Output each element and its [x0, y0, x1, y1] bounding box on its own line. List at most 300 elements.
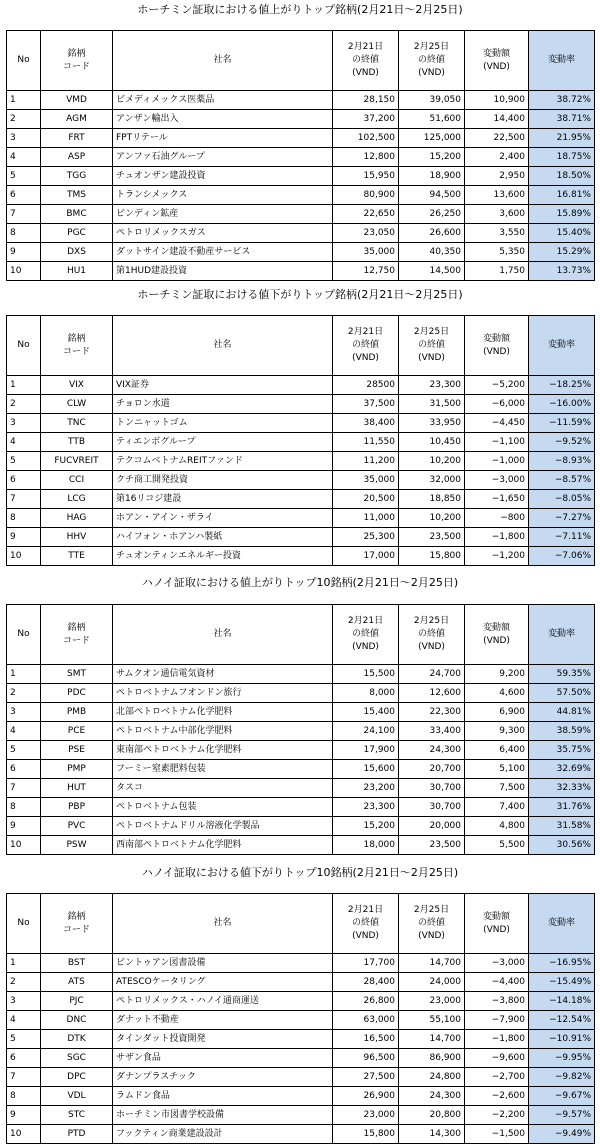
company-name: FPTリテール [113, 129, 333, 148]
change-amount: −2,200 [465, 1106, 529, 1125]
stock-code: VIX [41, 376, 113, 395]
row-no: 3 [7, 414, 41, 433]
change-rate: −15.49% [529, 973, 595, 992]
close-feb21: 28,400 [333, 973, 399, 992]
close-feb25: 94,500 [399, 186, 465, 205]
change-rate: 32.33% [529, 779, 595, 798]
change-rate: 30.56% [529, 836, 595, 855]
close-feb25: 14,700 [399, 954, 465, 973]
close-feb25: 20,000 [399, 817, 465, 836]
company-name: ハイフォン・ホアンハ製紙 [113, 528, 333, 547]
row-no: 4 [7, 1011, 41, 1030]
close-feb21: 15,500 [333, 665, 399, 684]
close-feb21: 17,900 [333, 741, 399, 760]
company-name: 西南部ペトロベトナム化学肥料 [113, 836, 333, 855]
stock-code: FUCVREIT [41, 452, 113, 471]
close-feb25: 39,050 [399, 91, 465, 110]
stock-code: VMD [41, 91, 113, 110]
change-rate: 38.59% [529, 722, 595, 741]
change-rate: −11.59% [529, 414, 595, 433]
close-feb25: 10,200 [399, 509, 465, 528]
close-feb21: 26,900 [333, 1087, 399, 1106]
table-title: ハノイ証取における値下がりトップ10銘柄(2月21日～2月25日) [141, 866, 459, 879]
change-rate: −8.93% [529, 452, 595, 471]
change-amount: 13,600 [465, 186, 529, 205]
row-no: 4 [7, 148, 41, 167]
change-rate: −9.57% [529, 1106, 595, 1125]
close-feb25: 15,800 [399, 547, 465, 566]
header-close-feb21: 2月21日 の終値 (VND) [333, 605, 399, 665]
change-amount: 6,900 [465, 703, 529, 722]
row-no: 9 [7, 243, 41, 262]
company-name: 第16リコジ建設 [113, 490, 333, 509]
change-rate: −8.05% [529, 490, 595, 509]
header-name: 社名 [113, 605, 333, 665]
close-feb21: 23,300 [333, 798, 399, 817]
close-feb25: 23,000 [399, 992, 465, 1011]
table-row [7, 376, 595, 395]
hcm-losers-table-wrap [6, 315, 594, 566]
close-feb21: 17,000 [333, 547, 399, 566]
company-name: ペトロリメックス・ハノイ通商運送 [113, 992, 333, 1011]
table-row [7, 973, 595, 992]
header-name: 社名 [113, 316, 333, 376]
header-close-feb25: 2月25日 の終値 (VND) [399, 316, 465, 376]
close-feb25: 14,500 [399, 262, 465, 281]
table-row [7, 110, 595, 129]
change-rate: −9.95% [529, 1049, 595, 1068]
company-name: アンファ石油グループ [113, 148, 333, 167]
close-feb21: 23,050 [333, 224, 399, 243]
row-no: 7 [7, 205, 41, 224]
change-amount: 2,950 [465, 167, 529, 186]
change-amount: 7,400 [465, 798, 529, 817]
close-feb21: 23,200 [333, 779, 399, 798]
close-feb21: 20,500 [333, 490, 399, 509]
stock-code: ASP [41, 148, 113, 167]
header-no: No [7, 316, 41, 376]
company-name: トランシメックス [113, 186, 333, 205]
row-no: 10 [7, 1125, 41, 1144]
stock-code: PSE [41, 741, 113, 760]
change-amount: 7,500 [465, 779, 529, 798]
stock-code: PGC [41, 224, 113, 243]
change-rate: 59.35% [529, 665, 595, 684]
company-name: ペトロベトナム中部化学肥料 [113, 722, 333, 741]
stock-code: CLW [41, 395, 113, 414]
change-amount: 5,500 [465, 836, 529, 855]
row-no: 10 [7, 262, 41, 281]
header-name: 社名 [113, 31, 333, 91]
stock-code: TGG [41, 167, 113, 186]
table-row [7, 414, 595, 433]
header-rate: 変動率 [529, 605, 595, 665]
close-feb25: 10,200 [399, 452, 465, 471]
change-amount: −9,600 [465, 1049, 529, 1068]
table-row [7, 186, 595, 205]
close-feb25: 12,600 [399, 684, 465, 703]
table-row [7, 798, 595, 817]
change-rate: −16.00% [529, 395, 595, 414]
table-row [7, 547, 595, 566]
stock-code: PBP [41, 798, 113, 817]
change-amount: 9,300 [465, 722, 529, 741]
stock-code: DTK [41, 1030, 113, 1049]
table-row [7, 452, 595, 471]
change-rate: 31.58% [529, 817, 595, 836]
change-rate: 31.76% [529, 798, 595, 817]
header-code: 銘柄 コード [41, 605, 113, 665]
hnx-gainers-table [6, 604, 595, 855]
company-name: アンザン輸出入 [113, 110, 333, 129]
change-amount: 2,400 [465, 148, 529, 167]
company-name: ペトロリメックスガス [113, 224, 333, 243]
close-feb25: 15,200 [399, 148, 465, 167]
company-name: トンニャットゴム [113, 414, 333, 433]
header-close-feb25: 2月25日 の終値 (VND) [399, 31, 465, 91]
change-rate: 38.71% [529, 110, 595, 129]
company-name: ラムドン食品 [113, 1087, 333, 1106]
table-row [7, 167, 595, 186]
table-row [7, 1011, 595, 1030]
change-amount: −2,600 [465, 1087, 529, 1106]
close-feb25: 26,250 [399, 205, 465, 224]
header-change: 変動額 (VND) [465, 31, 529, 91]
stock-code: FRT [41, 129, 113, 148]
close-feb21: 35,000 [333, 471, 399, 490]
stock-code: TMS [41, 186, 113, 205]
change-rate: 57.50% [529, 684, 595, 703]
stock-code: TTE [41, 547, 113, 566]
change-amount: 3,600 [465, 205, 529, 224]
table-row [7, 1049, 595, 1068]
change-amount: −800 [465, 509, 529, 528]
close-feb25: 86,900 [399, 1049, 465, 1068]
close-feb21: 12,750 [333, 262, 399, 281]
table-row [7, 703, 595, 722]
change-amount: 5,100 [465, 760, 529, 779]
company-name: ダットサイン建設不動産サービス [113, 243, 333, 262]
row-no: 9 [7, 528, 41, 547]
close-feb25: 24,800 [399, 1068, 465, 1087]
stock-code: BST [41, 954, 113, 973]
close-feb25: 30,700 [399, 798, 465, 817]
company-name: ティエンボグループ [113, 433, 333, 452]
close-feb21: 63,000 [333, 1011, 399, 1030]
change-amount: −3,800 [465, 992, 529, 1011]
hcm-losers-table [6, 315, 595, 566]
change-amount: −3,000 [465, 471, 529, 490]
close-feb21: 37,500 [333, 395, 399, 414]
stock-code: TTB [41, 433, 113, 452]
row-no: 7 [7, 1068, 41, 1087]
close-feb21: 28,150 [333, 91, 399, 110]
stock-code: SMT [41, 665, 113, 684]
company-name: ダナンプラスチック [113, 1068, 333, 1087]
change-amount: −1,100 [465, 433, 529, 452]
close-feb25: 18,900 [399, 167, 465, 186]
close-feb21: 15,600 [333, 760, 399, 779]
stock-code: STC [41, 1106, 113, 1125]
header-change: 変動額 (VND) [465, 894, 529, 954]
header-no: No [7, 605, 41, 665]
table-row [7, 836, 595, 855]
row-no: 1 [7, 665, 41, 684]
company-name: チュオンティンエネルギー投資 [113, 547, 333, 566]
header-code: 銘柄 コード [41, 31, 113, 91]
close-feb21: 23,000 [333, 1106, 399, 1125]
close-feb21: 15,200 [333, 817, 399, 836]
company-name: ペトロベトナムフオンドン旅行 [113, 684, 333, 703]
stock-code: PVC [41, 817, 113, 836]
close-feb21: 12,800 [333, 148, 399, 167]
close-feb25: 26,600 [399, 224, 465, 243]
close-feb25: 51,600 [399, 110, 465, 129]
change-rate: 18.50% [529, 167, 595, 186]
company-name: サムクオン通信電気資材 [113, 665, 333, 684]
close-feb25: 32,000 [399, 471, 465, 490]
stock-code: PSW [41, 836, 113, 855]
stock-code: SGC [41, 1049, 113, 1068]
close-feb25: 24,300 [399, 741, 465, 760]
table-row [7, 395, 595, 414]
close-feb25: 10,450 [399, 433, 465, 452]
table-row [7, 954, 595, 973]
header-name: 社名 [113, 894, 333, 954]
company-name: タスコ [113, 779, 333, 798]
table-row [7, 129, 595, 148]
change-rate: −8.57% [529, 471, 595, 490]
close-feb21: 102,500 [333, 129, 399, 148]
close-feb21: 24,100 [333, 722, 399, 741]
row-no: 1 [7, 376, 41, 395]
row-no: 7 [7, 490, 41, 509]
change-amount: −6,000 [465, 395, 529, 414]
hcm-gainers-table-wrap [6, 30, 594, 281]
stock-code: TNC [41, 414, 113, 433]
table-row [7, 1106, 595, 1125]
company-name: 北部ペトロベトナム化学肥料 [113, 703, 333, 722]
header-row [7, 316, 595, 376]
close-feb25: 40,350 [399, 243, 465, 262]
stock-code: BMC [41, 205, 113, 224]
header-rate: 変動率 [529, 316, 595, 376]
close-feb21: 35,000 [333, 243, 399, 262]
table-row [7, 205, 595, 224]
change-rate: −16.95% [529, 954, 595, 973]
close-feb21: 37,200 [333, 110, 399, 129]
change-amount: 4,600 [465, 684, 529, 703]
change-amount: −1,200 [465, 547, 529, 566]
stock-code: VDL [41, 1087, 113, 1106]
header-rate: 変動率 [529, 31, 595, 91]
stock-code: HU1 [41, 262, 113, 281]
close-feb21: 15,400 [333, 703, 399, 722]
row-no: 5 [7, 167, 41, 186]
company-name: タインダット投資開発 [113, 1030, 333, 1049]
header-close-feb21: 2月21日 の終値 (VND) [333, 31, 399, 91]
table-row [7, 1068, 595, 1087]
hcm-gainers-table [6, 30, 595, 281]
change-rate: −12.54% [529, 1011, 595, 1030]
row-no: 2 [7, 110, 41, 129]
hnx-losers-table-wrap [6, 893, 594, 1144]
table-row [7, 760, 595, 779]
header-change: 変動額 (VND) [465, 316, 529, 376]
header-no: No [7, 894, 41, 954]
header-close-feb21: 2月21日 の終値 (VND) [333, 316, 399, 376]
close-feb25: 20,700 [399, 760, 465, 779]
close-feb21: 22,650 [333, 205, 399, 224]
close-feb21: 18,000 [333, 836, 399, 855]
table-row [7, 224, 595, 243]
close-feb25: 24,700 [399, 665, 465, 684]
header-code: 銘柄 コード [41, 316, 113, 376]
table-row [7, 1030, 595, 1049]
change-rate: −9.82% [529, 1068, 595, 1087]
close-feb25: 20,800 [399, 1106, 465, 1125]
close-feb21: 38,400 [333, 414, 399, 433]
row-no: 6 [7, 471, 41, 490]
change-amount: 6,400 [465, 741, 529, 760]
company-name: ビントゥアン図書設備 [113, 954, 333, 973]
table-row [7, 148, 595, 167]
close-feb25: 14,300 [399, 1125, 465, 1144]
table-row [7, 1087, 595, 1106]
change-rate: −7.11% [529, 528, 595, 547]
change-rate: 15.40% [529, 224, 595, 243]
change-amount: 4,800 [465, 817, 529, 836]
close-feb21: 28500 [333, 376, 399, 395]
change-amount: 14,400 [465, 110, 529, 129]
close-feb25: 24,000 [399, 973, 465, 992]
header-rate: 変動率 [529, 894, 595, 954]
row-no: 6 [7, 186, 41, 205]
table-row [7, 817, 595, 836]
table-row [7, 262, 595, 281]
stock-code: DPC [41, 1068, 113, 1087]
table-row [7, 471, 595, 490]
row-no: 6 [7, 1049, 41, 1068]
change-rate: 15.89% [529, 205, 595, 224]
row-no: 1 [7, 91, 41, 110]
stock-code: PMB [41, 703, 113, 722]
company-name: 第1HUD建設投資 [113, 262, 333, 281]
header-row [7, 894, 595, 954]
table-row [7, 722, 595, 741]
close-feb25: 23,500 [399, 528, 465, 547]
company-name: ATESCOケータリング [113, 973, 333, 992]
change-rate: −7.27% [529, 509, 595, 528]
close-feb21: 11,000 [333, 509, 399, 528]
row-no: 3 [7, 703, 41, 722]
close-feb21: 25,300 [333, 528, 399, 547]
change-amount: 1,750 [465, 262, 529, 281]
company-name: ビンディン鉱産 [113, 205, 333, 224]
row-no: 6 [7, 760, 41, 779]
row-no: 8 [7, 1087, 41, 1106]
row-no: 9 [7, 817, 41, 836]
stock-code: AGM [41, 110, 113, 129]
close-feb21: 11,200 [333, 452, 399, 471]
header-no: No [7, 31, 41, 91]
close-feb25: 23,300 [399, 376, 465, 395]
change-rate: 35.75% [529, 741, 595, 760]
company-name: VIX証券 [113, 376, 333, 395]
row-no: 2 [7, 973, 41, 992]
stock-code: LCG [41, 490, 113, 509]
change-amount: 9,200 [465, 665, 529, 684]
close-feb25: 22,300 [399, 703, 465, 722]
close-feb21: 15,800 [333, 1125, 399, 1144]
change-amount: 22,500 [465, 129, 529, 148]
hnx-gainers-table-wrap [6, 604, 594, 855]
row-no: 2 [7, 395, 41, 414]
change-amount: −4,400 [465, 973, 529, 992]
stock-code: PMP [41, 760, 113, 779]
close-feb25: 33,400 [399, 722, 465, 741]
table-row [7, 992, 595, 1011]
table-row [7, 243, 595, 262]
close-feb21: 80,900 [333, 186, 399, 205]
header-row [7, 31, 595, 91]
company-name: ダナット不動産 [113, 1011, 333, 1030]
row-no: 5 [7, 1030, 41, 1049]
stock-code: PDC [41, 684, 113, 703]
row-no: 8 [7, 798, 41, 817]
stock-code: ATS [41, 973, 113, 992]
header-change: 変動額 (VND) [465, 605, 529, 665]
change-amount: −7,900 [465, 1011, 529, 1030]
row-no: 1 [7, 954, 41, 973]
change-rate: 38.72% [529, 91, 595, 110]
company-name: ホアン・アイン・ザライ [113, 509, 333, 528]
row-no: 8 [7, 224, 41, 243]
row-no: 7 [7, 779, 41, 798]
change-rate: −9.52% [529, 433, 595, 452]
close-feb21: 15,950 [333, 167, 399, 186]
header-close-feb25: 2月25日 の終値 (VND) [399, 605, 465, 665]
close-feb25: 24,300 [399, 1087, 465, 1106]
row-no: 5 [7, 452, 41, 471]
stock-code: PCE [41, 722, 113, 741]
stock-code: HHV [41, 528, 113, 547]
table-title: ハノイ証取における値上がりトップ10銘柄(2月21日～2月25日) [141, 576, 459, 589]
row-no: 4 [7, 722, 41, 741]
company-name: ペトロベトナム包装 [113, 798, 333, 817]
stock-code: DXS [41, 243, 113, 262]
table-title: ホーチミン証取における値下がりトップ銘柄(2月21日～2月25日) [137, 288, 463, 301]
company-name: フックティン商業建設設計 [113, 1125, 333, 1144]
table-row [7, 528, 595, 547]
close-feb25: 125,000 [399, 129, 465, 148]
close-feb25: 33,950 [399, 414, 465, 433]
row-no: 4 [7, 433, 41, 452]
stock-code: HAG [41, 509, 113, 528]
table-row [7, 433, 595, 452]
row-no: 5 [7, 741, 41, 760]
close-feb21: 96,500 [333, 1049, 399, 1068]
close-feb25: 23,500 [399, 836, 465, 855]
change-amount: −1,800 [465, 528, 529, 547]
row-no: 2 [7, 684, 41, 703]
change-rate: −9.67% [529, 1087, 595, 1106]
company-name: 東南部ペトロベトナム化学肥料 [113, 741, 333, 760]
change-amount: −1,800 [465, 1030, 529, 1049]
close-feb25: 31,500 [399, 395, 465, 414]
company-name: テクコムベトナムREITファンド [113, 452, 333, 471]
change-rate: −18.25% [529, 376, 595, 395]
